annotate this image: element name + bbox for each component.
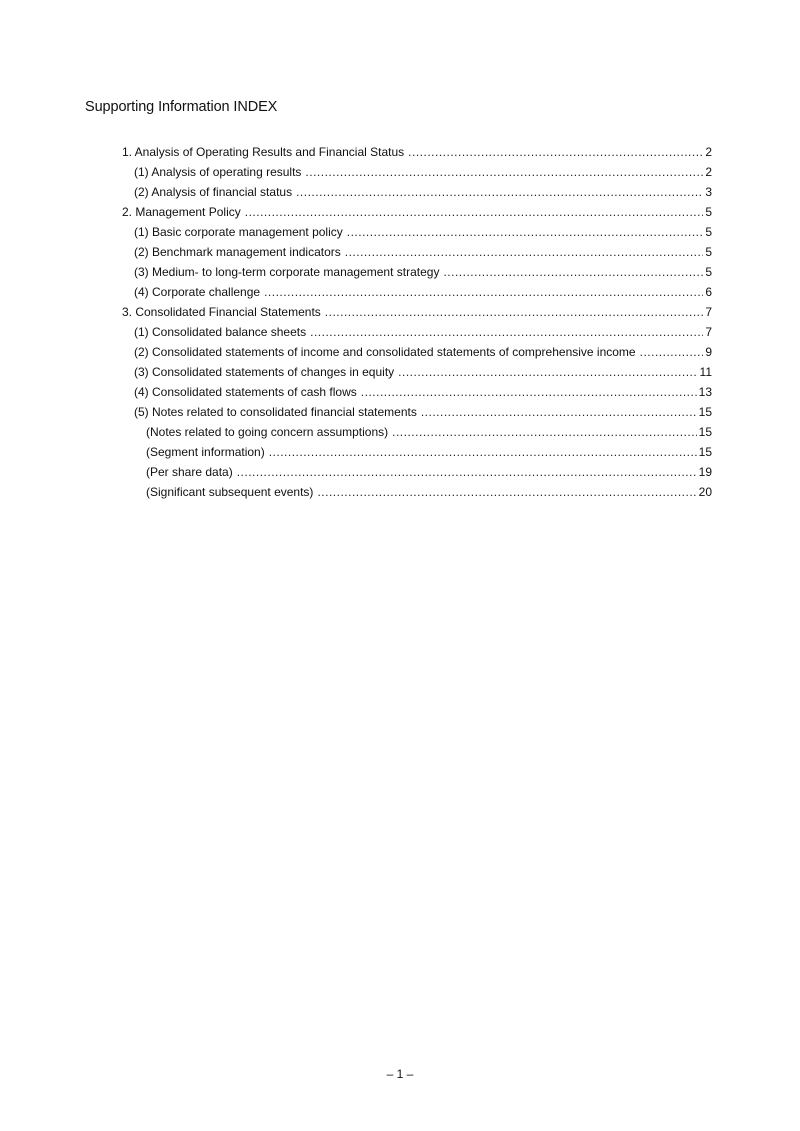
toc-entry-significant-subsequent-events[interactable] bbox=[146, 483, 712, 501]
toc-entry-page-number: 19 bbox=[698, 465, 712, 479]
dot-leader bbox=[310, 323, 703, 341]
toc-entry-benchmark-management-indicators[interactable] bbox=[134, 243, 712, 261]
toc-entry-page-number: 15 bbox=[698, 425, 712, 439]
toc-entry-page-number: 20 bbox=[698, 485, 712, 499]
toc-entry-page-number: 5 bbox=[705, 265, 712, 279]
toc-entry-analysis-of-operating-results[interactable] bbox=[134, 163, 712, 181]
dot-leader bbox=[640, 343, 704, 361]
dot-leader bbox=[347, 223, 704, 241]
toc-entry-label: (Notes related to going concern assumptions) bbox=[146, 425, 389, 439]
dot-leader bbox=[325, 303, 704, 321]
toc-entry-corporate-challenge[interactable] bbox=[134, 283, 712, 301]
toc-entry-going-concern-assumptions[interactable] bbox=[146, 423, 712, 441]
dot-leader bbox=[421, 403, 697, 421]
dot-leader bbox=[317, 483, 696, 501]
toc-entry-label: (4) Consolidated statements of cash flows bbox=[134, 385, 357, 399]
dot-leader bbox=[345, 243, 704, 261]
toc-entry-page-number: 6 bbox=[705, 285, 712, 299]
toc-entry-label: (5) Notes related to consolidated financial statements bbox=[134, 405, 417, 419]
dot-leader bbox=[296, 183, 703, 201]
dot-leader bbox=[245, 203, 704, 221]
dot-leader bbox=[443, 263, 703, 281]
toc-entry-consolidated-financial-statements[interactable] bbox=[122, 303, 712, 321]
toc-entry-label: (2) Consolidated statements of income and consolidated statements of comprehensive income bbox=[134, 345, 636, 359]
toc-entry-page-number: 9 bbox=[705, 345, 712, 359]
toc-entry-label: (1) Analysis of operating results bbox=[134, 165, 302, 179]
toc-entry-page-number: 7 bbox=[705, 305, 712, 319]
toc-entry-per-share-data[interactable] bbox=[146, 463, 712, 481]
toc-entry-label: (1) Basic corporate management policy bbox=[134, 225, 343, 239]
toc-entry-label: (Segment information) bbox=[146, 445, 265, 459]
page-title: Supporting Information INDEX bbox=[85, 99, 278, 115]
toc-entry-label: (Significant subsequent events) bbox=[146, 485, 314, 499]
dot-leader bbox=[264, 283, 703, 301]
toc-entry-page-number: 5 bbox=[705, 225, 712, 239]
dot-leader bbox=[408, 143, 703, 161]
dot-leader bbox=[392, 423, 697, 441]
toc-entry-statements-of-income[interactable] bbox=[134, 343, 712, 361]
toc-entry-basic-corporate-management-policy[interactable] bbox=[134, 223, 712, 241]
toc-entry-statements-of-cash-flows[interactable] bbox=[134, 383, 712, 401]
toc-entry-consolidated-balance-sheets[interactable] bbox=[134, 323, 712, 341]
toc-entry-page-number: 3 bbox=[705, 185, 712, 199]
dot-leader bbox=[269, 443, 697, 461]
toc-entry-page-number: 2 bbox=[705, 145, 712, 159]
toc-entry-page-number: 11 bbox=[699, 365, 712, 379]
toc-entry-page-number: 15 bbox=[698, 405, 712, 419]
toc-entry-page-number: 2 bbox=[705, 165, 712, 179]
toc-entry-label: 2. Management Policy bbox=[122, 205, 241, 219]
toc-entry-analysis-of-operating-results-and-financial-status[interactable] bbox=[122, 143, 712, 161]
page-number-footer: – 1 – bbox=[386, 1067, 414, 1081]
dot-leader bbox=[398, 363, 697, 381]
toc-entry-page-number: 5 bbox=[705, 245, 712, 259]
toc-entry-label: 1. Analysis of Operating Results and Financial Status bbox=[122, 145, 405, 159]
dot-leader bbox=[237, 463, 697, 481]
toc-entry-label: (3) Consolidated statements of changes in equity bbox=[134, 365, 395, 379]
toc-entry-label: 3. Consolidated Financial Statements bbox=[122, 305, 321, 319]
toc-entry-label: (2) Analysis of financial status bbox=[134, 185, 293, 199]
toc-entry-statements-of-changes-in-equity[interactable] bbox=[134, 363, 712, 381]
toc-entry-analysis-of-financial-status[interactable] bbox=[134, 183, 712, 201]
dot-leader bbox=[361, 383, 697, 401]
toc-entry-segment-information[interactable] bbox=[146, 443, 712, 461]
toc-entry-page-number: 13 bbox=[698, 385, 712, 399]
toc-entry-label: (2) Benchmark management indicators bbox=[134, 245, 341, 259]
toc-entry-medium-to-long-term-strategy[interactable] bbox=[134, 263, 712, 281]
toc-entry-label: (3) Medium- to long-term corporate management strategy bbox=[134, 265, 440, 279]
toc-entry-notes-to-financial-statements[interactable] bbox=[134, 403, 712, 421]
toc-entry-label: (1) Consolidated balance sheets bbox=[134, 325, 307, 339]
toc-entry-page-number: 5 bbox=[705, 205, 712, 219]
toc-entry-page-number: 7 bbox=[705, 325, 712, 339]
toc-entry-page-number: 15 bbox=[698, 445, 712, 459]
toc-entry-management-policy[interactable] bbox=[122, 203, 712, 221]
toc-entry-label: (4) Corporate challenge bbox=[134, 285, 261, 299]
dot-leader bbox=[305, 163, 703, 181]
toc-entry-label: (Per share data) bbox=[146, 465, 233, 479]
